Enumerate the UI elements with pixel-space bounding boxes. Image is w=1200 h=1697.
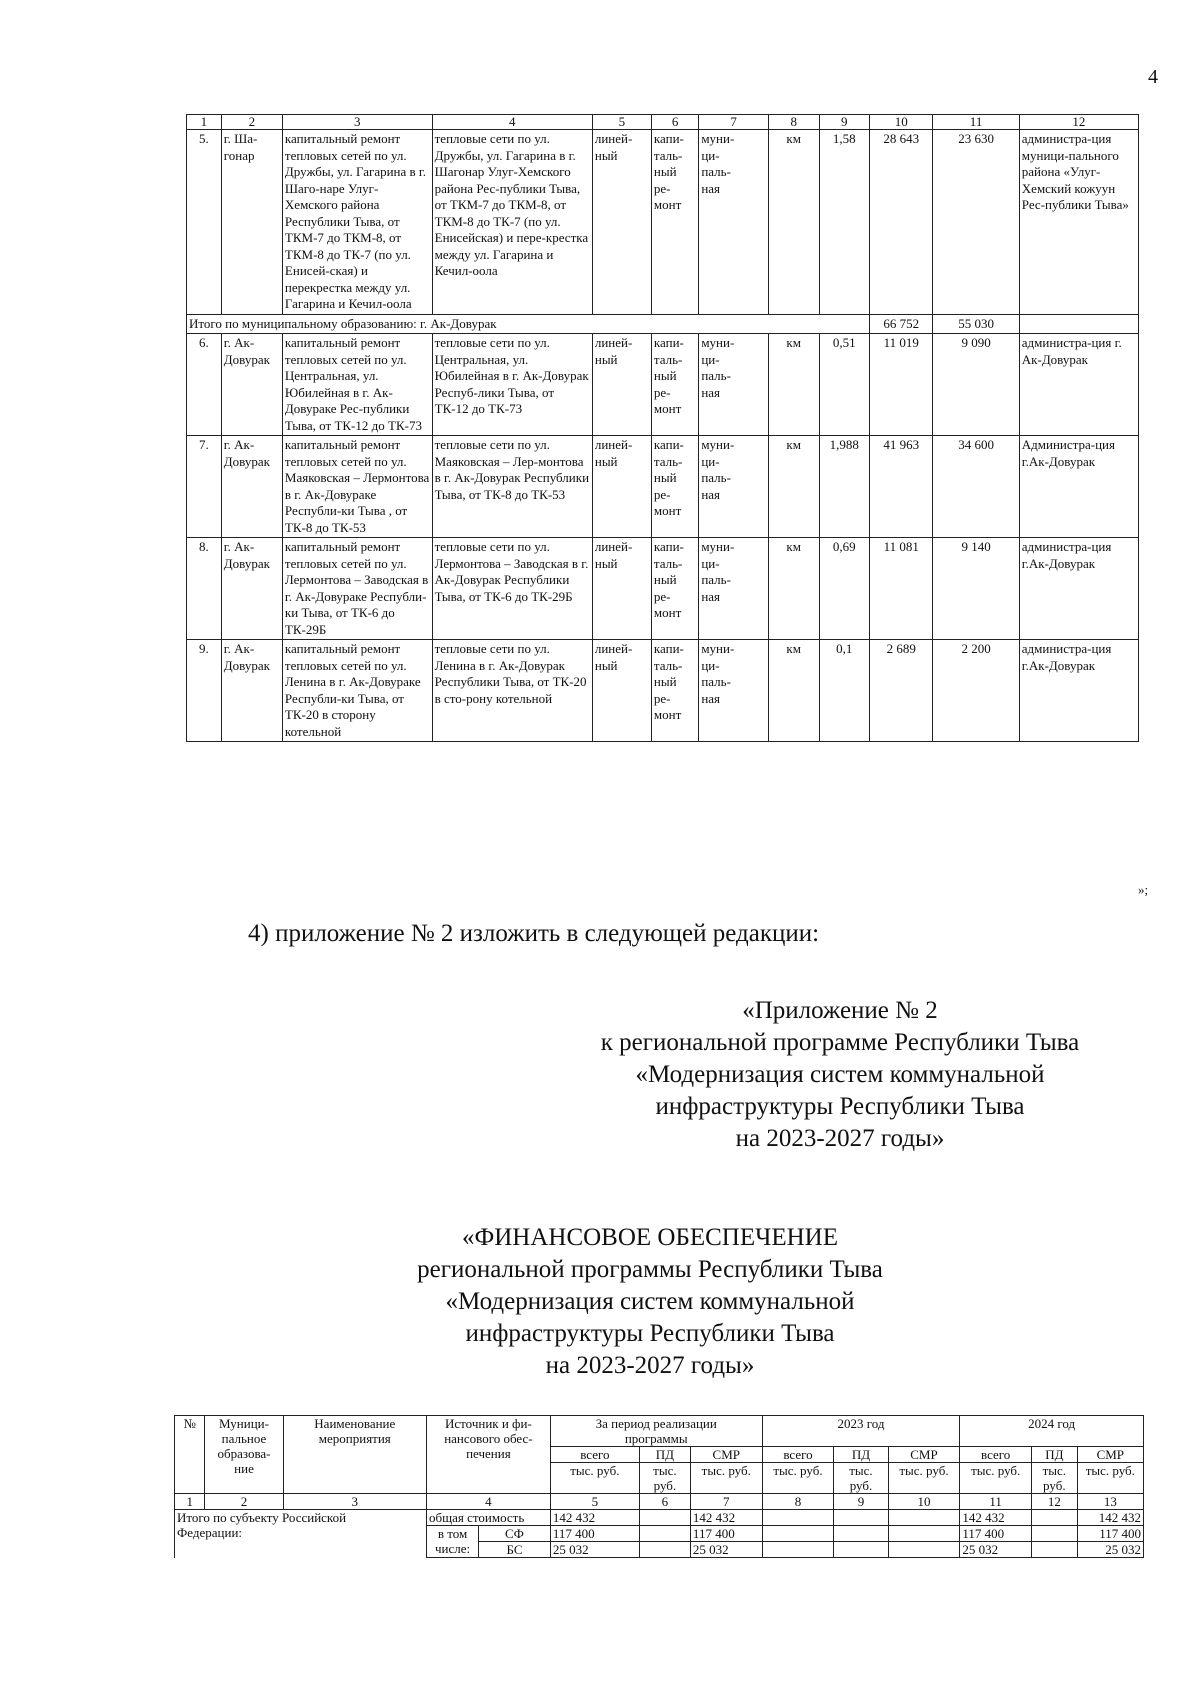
h-unit: тыс. руб. (690, 1463, 762, 1494)
period-total-bs: 25 032 (550, 1542, 639, 1558)
h-pd: ПД (834, 1447, 888, 1463)
work-kind: капи- таль- ный ре- монт (651, 436, 698, 538)
h-smr: СМР (1077, 1447, 1143, 1463)
object-type: линей- ный (592, 538, 651, 640)
h-unit: тыс. руб. (639, 1463, 690, 1494)
ownership: муни- ци- паль- ная (699, 436, 769, 538)
cost-budget: 34 600 (933, 436, 1019, 538)
row-number: 8. (187, 538, 222, 640)
h-total: всего (960, 1447, 1032, 1463)
work-kind: капи- таль- ный ре- монт (651, 130, 698, 315)
settlement: г. Ак- Довурак (221, 436, 282, 538)
h-smr: СМР (888, 1447, 960, 1463)
table-row (187, 130, 1139, 315)
period-smr: 142 432 (690, 1510, 762, 1526)
object-description: тепловые сети по ул. Маяковская – Лер-монтова в г. Ак-Довурак Республики Тыва, от ТК-8 до ТК-53 (432, 436, 592, 538)
header-cell: 8 (768, 115, 819, 130)
table-row (187, 538, 1139, 640)
header-cell: 3 (282, 115, 432, 130)
header-cell: 5 (592, 115, 651, 130)
work-description: капитальный ремонт тепловых сетей по ул. Ленина в г. Ак-Довураке Республи-ки Тыва, от ТК-20 в сторону котельной (282, 640, 432, 742)
customer: администра-ция г. Ак-Довурак (1019, 334, 1138, 436)
y2024-smr: 142 432 (1077, 1510, 1143, 1526)
sum-label: Итого по субъекту Российской Федерации: (175, 1510, 427, 1558)
header-cell: 12 (1019, 115, 1138, 130)
h-unit: тыс. руб. (762, 1463, 834, 1494)
unit: км (768, 130, 819, 315)
h-source: Источник и фи- нансового обес- печения (426, 1416, 550, 1494)
work-kind: капи- таль- ный ре- монт (651, 334, 698, 436)
work-kind: капи- таль- ный ре- монт (651, 538, 698, 640)
settlement: г. Ак- Довурак (221, 334, 282, 436)
y2024-smr-sf: 117 400 (1077, 1526, 1143, 1542)
quantity: 0,69 (819, 538, 870, 640)
h-total: всего (762, 1447, 834, 1463)
title-line: региональной программы Республики Тыва (417, 1256, 883, 1283)
page-number: 4 (1148, 66, 1158, 88)
table-row (187, 640, 1139, 742)
period-total: 142 432 (550, 1510, 639, 1526)
customer: Администра-ция г.Ак-Довурак (1019, 436, 1138, 538)
col-num: 10 (888, 1494, 960, 1510)
cost-total: 11 081 (870, 538, 933, 640)
end-quote: »; (1138, 882, 1149, 897)
annex-line: на 2023-2027 годы» (735, 1125, 945, 1152)
subtotal-label: Итого по муниципальному образованию: г. Ак-Довурак (187, 314, 870, 334)
h-activity: Наименование мероприятия (283, 1416, 426, 1494)
work-description: капитальный ремонт тепловых сетей по ул. Центральная, ул. Юбилейная в г. Ак-Довураке Рес-публики Тыва, от ТК-12 до ТК-73 (282, 334, 432, 436)
cost-budget: 2 200 (933, 640, 1019, 742)
col-num: 5 (550, 1494, 639, 1510)
col-num: 13 (1077, 1494, 1143, 1510)
settlement: г. Ак- Довурак (221, 538, 282, 640)
row-number: 7. (187, 436, 222, 538)
subtotal-row (187, 314, 1139, 334)
settlement: г. Ша- гонар (221, 130, 282, 315)
h-unit: тыс. руб. (1032, 1463, 1078, 1494)
customer: администра-ция муници-пального района «Улуг-Хемский кожуун Рес-публики Тыва» (1019, 130, 1138, 315)
col-num: 2 (205, 1494, 283, 1510)
col-num: 1 (175, 1494, 205, 1510)
header-cell: 9 (819, 115, 870, 130)
customer: администра-ция г.Ак-Довурак (1019, 538, 1138, 640)
h-unit: тыс. руб. (1077, 1463, 1143, 1494)
period-total-sf: 117 400 (550, 1526, 639, 1542)
h-pd: ПД (1032, 1447, 1078, 1463)
object-description: тепловые сети по ул. Центральная, ул. Юбилейная в г. Ак-Довурак Респуб-лики Тыва, от ТК-12 до ТК-73 (432, 334, 592, 436)
row-number: 6. (187, 334, 222, 436)
settlement: г. Ак- Довурак (221, 640, 282, 742)
col-num: 11 (960, 1494, 1032, 1510)
y2024-total-sf: 117 400 (960, 1526, 1032, 1542)
financing-table (174, 1415, 1144, 1558)
bs-label: БС (479, 1542, 551, 1558)
y2024-total-bs: 25 032 (960, 1542, 1032, 1558)
work-description: капитальный ремонт тепловых сетей по ул. Дружбы, ул. Гагарина в г. Шаго-наре Улуг-Хемского района Республики Тыва, от ТКМ-7 до ТКМ-8, от ТКМ-8 до ТК-7 (по ул. Енисей-ская) и перекрестка между ул. Гагарина и Кечил-оола (282, 130, 432, 315)
annex-line: инфраструктуры Республики Тыва (655, 1093, 1025, 1120)
cost-budget: 9 090 (933, 334, 1019, 436)
h-smr: СМР (690, 1447, 762, 1463)
header-cell: 10 (870, 115, 933, 130)
cost-total: 41 963 (870, 436, 933, 538)
annex-line: к региональной программе Республики Тыва (600, 1029, 1080, 1056)
cost-budget: 9 140 (933, 538, 1019, 640)
h-unit: тыс. руб. (550, 1463, 639, 1494)
cost-total: 2 689 (870, 640, 933, 742)
ownership: муни- ци- паль- ная (699, 640, 769, 742)
row-total-label: общая стоимость (426, 1510, 550, 1526)
annex-line: «Модернизация систем коммунальной (635, 1061, 1045, 1088)
title-line: «Модернизация систем коммунальной (445, 1288, 855, 1315)
object-description: тепловые сети по ул. Дружбы, ул. Гагарина в г. Шагонар Улуг-Хемского района Рес-публики Тыва, от ТКМ-7 до ТКМ-8, от ТКМ-8 до ТК-7 (по ул. Енисейская) и пере-крестка между ул. Гагарина и Кечил-оола (432, 130, 592, 315)
work-description: капитальный ремонт тепловых сетей по ул. Маяковская – Лермонтова в г. Ак-Довураке Республи-ки Тыва , от ТК-8 до ТК-53 (282, 436, 432, 538)
period-smr-bs: 25 032 (690, 1542, 762, 1558)
cost-total: 11 019 (870, 334, 933, 436)
h-municipality: Муници- пальное образова- ние (205, 1416, 283, 1494)
col-num: 12 (1032, 1494, 1078, 1510)
unit: км (768, 538, 819, 640)
quantity: 1,988 (819, 436, 870, 538)
quantity: 0,1 (819, 640, 870, 742)
work-kind: капи- таль- ный ре- монт (651, 640, 698, 742)
title-line: «ФИНАНСОВОЕ ОБЕСПЕЧЕНИЕ (461, 1224, 839, 1251)
title-line: инфраструктуры Республики Тыва (465, 1320, 835, 1347)
ownership: муни- ци- паль- ная (699, 334, 769, 436)
document-title (300, 1222, 1000, 1382)
subtotal-total: 66 752 (870, 314, 933, 334)
table-row (187, 436, 1139, 538)
h-total: всего (550, 1447, 639, 1463)
unit: км (768, 640, 819, 742)
col-num: 8 (762, 1494, 834, 1510)
object-type: линей- ный (592, 334, 651, 436)
h-pd: ПД (639, 1447, 690, 1463)
h-no: № (175, 1416, 205, 1494)
object-type: линей- ный (592, 640, 651, 742)
header-cell: 11 (933, 115, 1019, 130)
col-num: 6 (639, 1494, 690, 1510)
annex-line: «Приложение № 2 (742, 997, 938, 1024)
y2024-total: 142 432 (960, 1510, 1032, 1526)
in-that-label: в том числе: (426, 1526, 478, 1558)
amendment-line: 4) приложение № 2 изложить в следующей редакции: (248, 920, 820, 947)
ownership: муни- ци- паль- ная (699, 538, 769, 640)
ownership: муни- ци- паль- ная (699, 130, 769, 315)
h-unit: тыс. руб. (888, 1463, 960, 1494)
table-row (187, 334, 1139, 436)
empty-cell (1019, 314, 1138, 334)
quantity: 1,58 (819, 130, 870, 315)
col-num: 3 (283, 1494, 426, 1510)
col-num: 7 (690, 1494, 762, 1510)
work-description: капитальный ремонт тепловых сетей по ул. Лермонтова – Заводская в г. Ак-Довураке Республи-ки Тыва, от ТК-6 до ТК-29Б (282, 538, 432, 640)
header-cell: 2 (221, 115, 282, 130)
customer: администра-ция г.Ак-Довурак (1019, 640, 1138, 742)
table-header-row (187, 115, 1139, 130)
header-cell: 4 (432, 115, 592, 130)
cost-budget: 23 630 (933, 130, 1019, 315)
object-type: линей- ный (592, 436, 651, 538)
object-description: тепловые сети по ул. Лермонтова – Заводская в г. Ак-Довурак Республики Тыва, от ТК-6 до ТК-29Б (432, 538, 592, 640)
sf-label: СФ (479, 1526, 551, 1542)
object-type: линей- ный (592, 130, 651, 315)
object-description: тепловые сети по ул. Ленина в г. Ак-Довурак Республики Тыва, от ТК-20 в сто-рону котельной (432, 640, 592, 742)
unit: км (768, 334, 819, 436)
title-line: на 2023-2027 годы» (545, 1352, 755, 1379)
col-num: 4 (426, 1494, 550, 1510)
header-cell: 1 (187, 115, 222, 130)
quantity: 0,51 (819, 334, 870, 436)
period-smr-sf: 117 400 (690, 1526, 762, 1542)
cost-total: 28 643 (870, 130, 933, 315)
y2024-smr-bs: 25 032 (1077, 1542, 1143, 1558)
row-number: 9. (187, 640, 222, 742)
header-cell: 7 (699, 115, 769, 130)
objects-table (186, 114, 1139, 742)
h-unit: тыс. руб. (960, 1463, 1032, 1494)
annex-heading (560, 995, 1120, 1155)
row-number: 5. (187, 130, 222, 315)
h-period: За период реализации программы (550, 1416, 762, 1447)
unit: км (768, 436, 819, 538)
col-num: 9 (834, 1494, 888, 1510)
header-cell: 6 (651, 115, 698, 130)
h-2023: 2023 год (762, 1416, 960, 1447)
h-unit: тыс. руб. (834, 1463, 888, 1494)
h-2024: 2024 год (960, 1416, 1144, 1447)
subtotal-budget: 55 030 (933, 314, 1019, 334)
